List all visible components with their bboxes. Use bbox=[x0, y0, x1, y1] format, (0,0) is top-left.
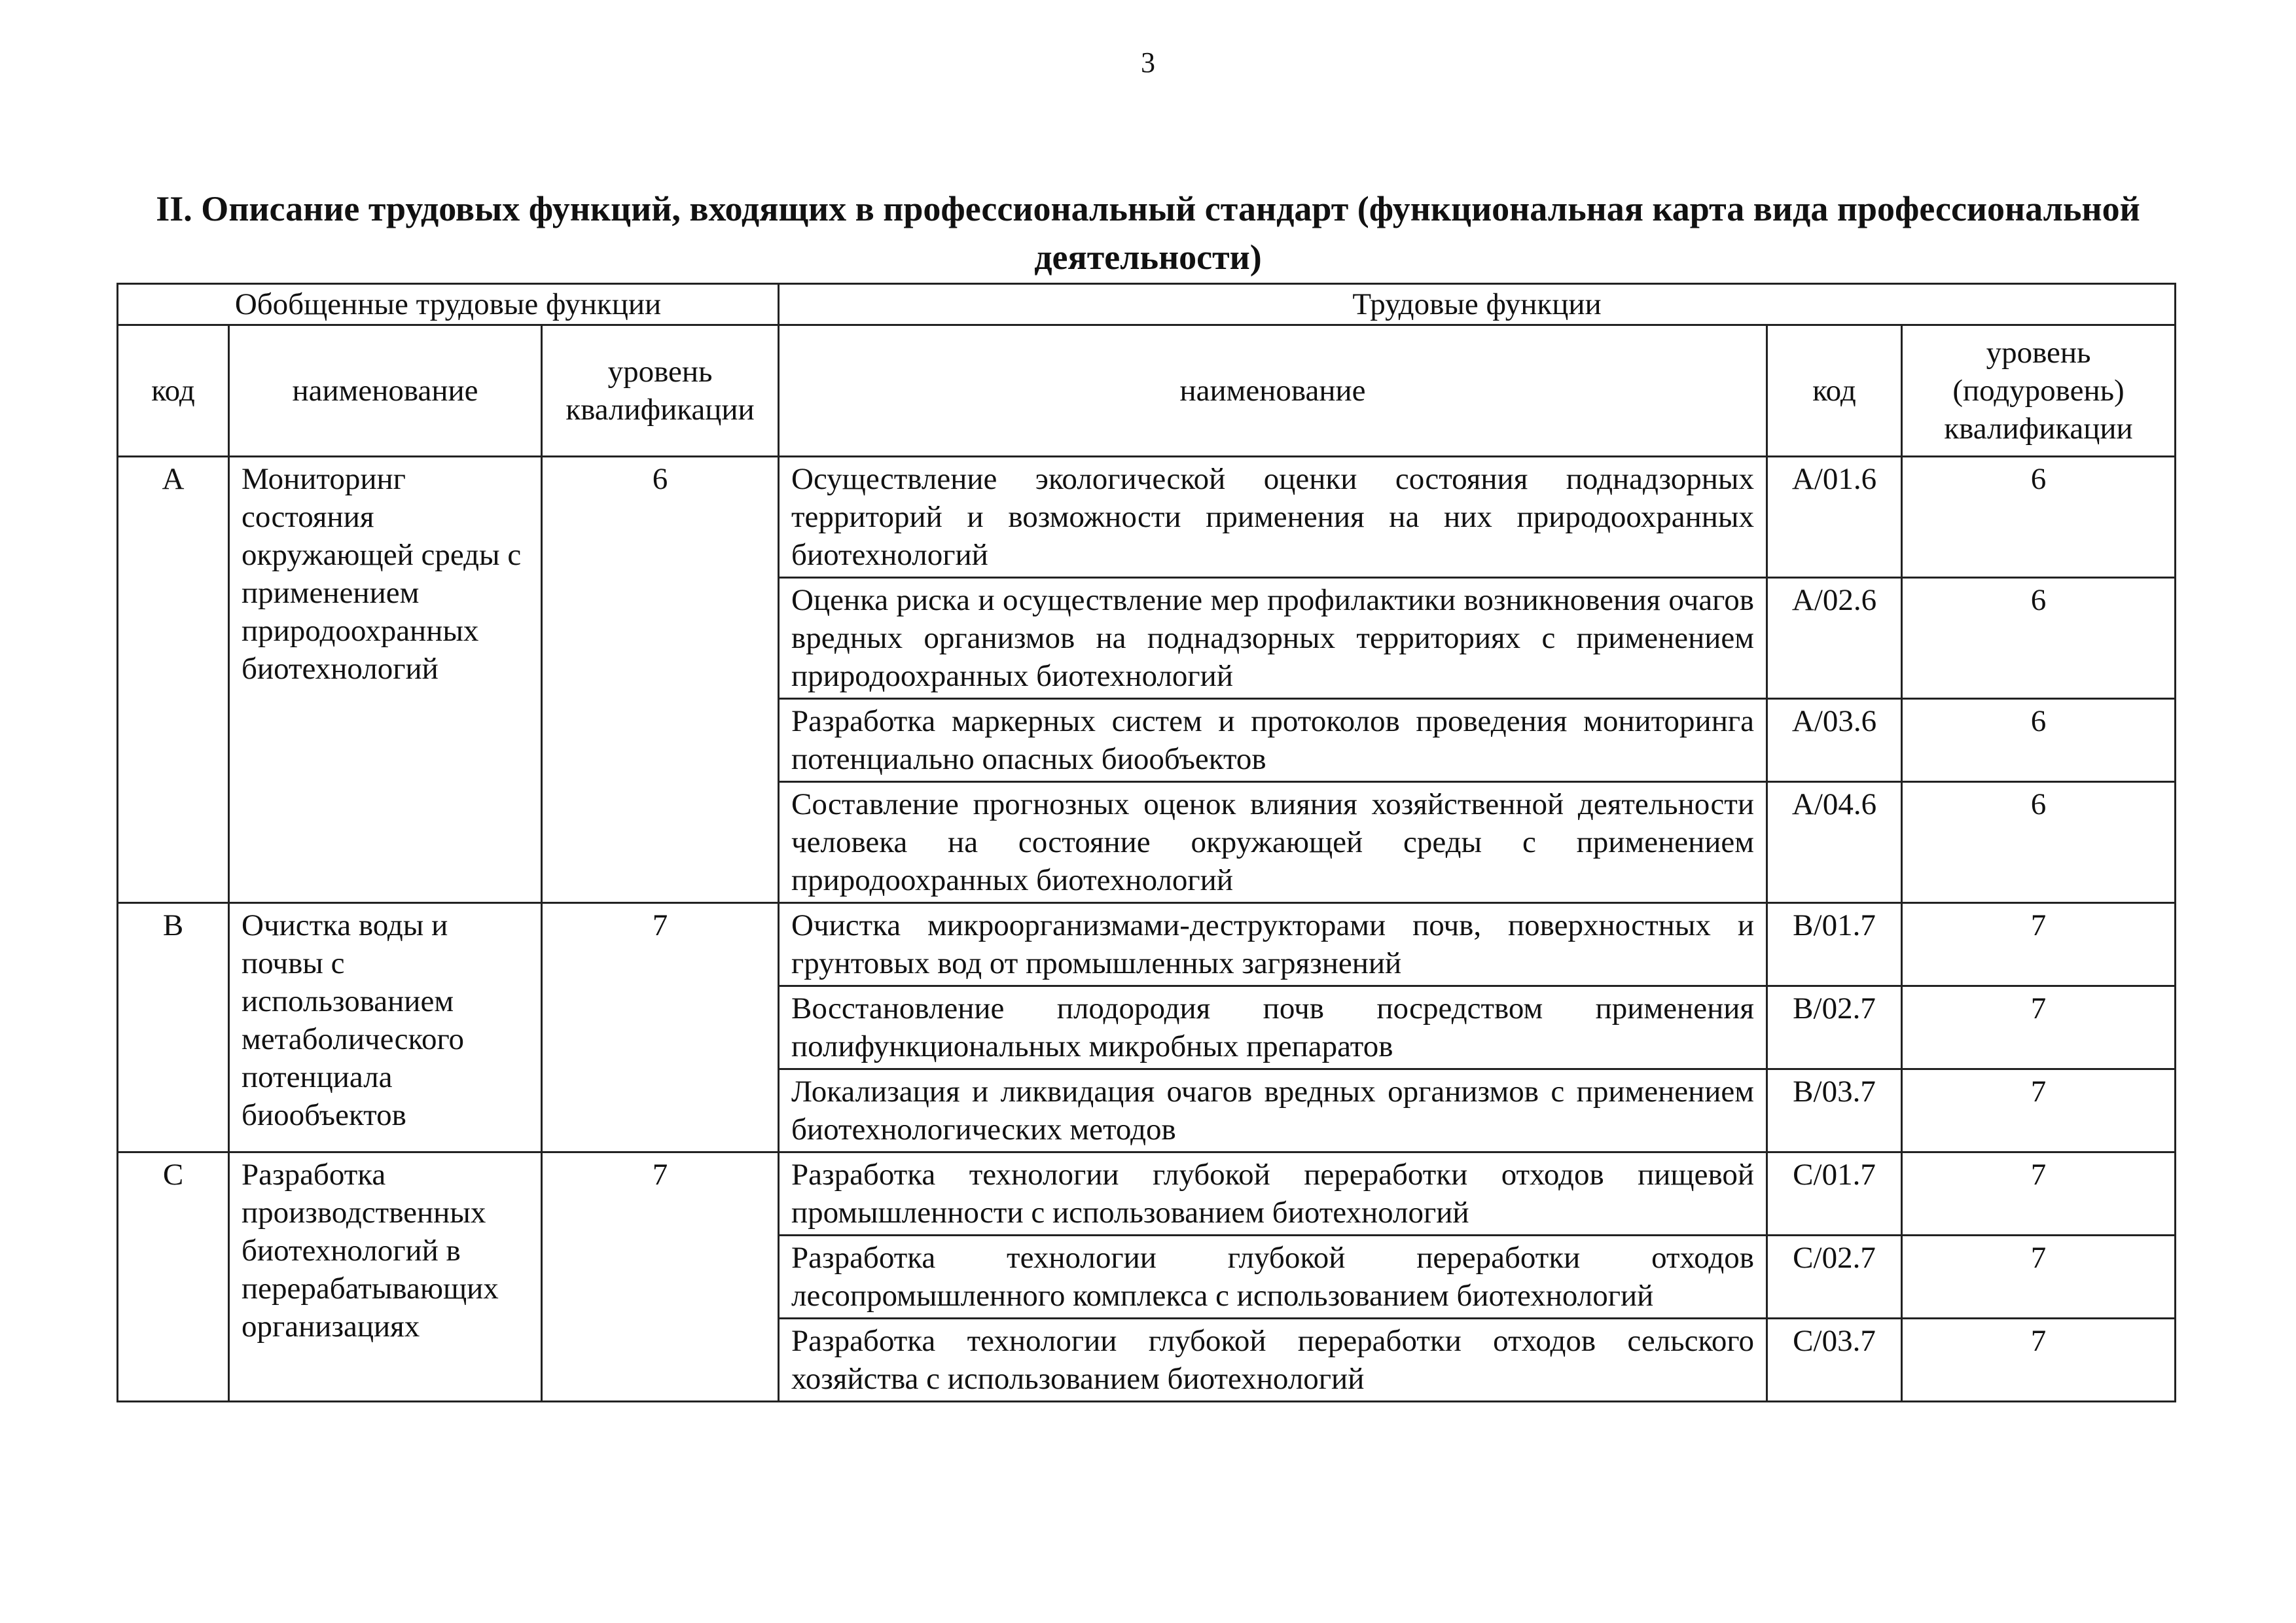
gen-function-code: C bbox=[118, 1152, 229, 1402]
table-row bbox=[118, 457, 2176, 578]
labor-function-name: Разработка технологии глубокой переработки отходов лесопромышленного комплекса с использованием биотехнологий bbox=[779, 1236, 1767, 1319]
group-header-row bbox=[118, 284, 2176, 325]
labor-function-code: C/03.7 bbox=[1767, 1319, 1902, 1402]
col-header-tf-name: наименование bbox=[779, 325, 1767, 457]
labor-function-name: Составление прогнозных оценок влияния хозяйственной деятельности человека на состояние окружающей среды с применением природоохранных биотехнологий bbox=[779, 782, 1767, 903]
col-header-tf-code: код bbox=[1767, 325, 1902, 457]
labor-function-code: A/02.6 bbox=[1767, 578, 1902, 699]
labor-function-level: 7 bbox=[1902, 986, 2176, 1069]
col-header-gen-code: код bbox=[118, 325, 229, 457]
labor-function-level: 7 bbox=[1902, 1152, 2176, 1236]
labor-function-level: 7 bbox=[1902, 1319, 2176, 1402]
gen-function-code: B bbox=[118, 903, 229, 1152]
column-header-row bbox=[118, 325, 2176, 457]
gen-function-level: 7 bbox=[542, 903, 779, 1152]
labor-functions-header: Трудовые функции bbox=[779, 284, 2176, 325]
labor-function-level: 6 bbox=[1902, 578, 2176, 699]
generalized-functions-header: Обобщенные трудовые функции bbox=[118, 284, 779, 325]
labor-function-level: 7 bbox=[1902, 903, 2176, 986]
labor-function-name: Разработка технологии глубокой переработки отходов сельского хозяйства с использованием биотехнологий bbox=[779, 1319, 1767, 1402]
page-number: 3 bbox=[1141, 46, 1155, 79]
labor-function-name: Разработка технологии глубокой переработки отходов пищевой промышленности с использованием биотехнологий bbox=[779, 1152, 1767, 1236]
labor-function-level: 6 bbox=[1902, 457, 2176, 578]
col-header-gen-name: наименование bbox=[229, 325, 542, 457]
gen-function-level: 6 bbox=[542, 457, 779, 903]
labor-function-code: A/01.6 bbox=[1767, 457, 1902, 578]
gen-function-name: Очистка воды и почвы с использованием метаболического потенциала биообъектов bbox=[229, 903, 542, 1152]
labor-function-code: B/01.7 bbox=[1767, 903, 1902, 986]
labor-function-code: B/02.7 bbox=[1767, 986, 1902, 1069]
table-row bbox=[118, 903, 2176, 986]
table-row bbox=[118, 1152, 2176, 1236]
labor-function-level: 6 bbox=[1902, 699, 2176, 782]
labor-function-name: Восстановление плодородия почв посредством применения полифункциональных микробных препаратов bbox=[779, 986, 1767, 1069]
gen-function-name: Разработка производственных биотехнологий в перерабатывающих организациях bbox=[229, 1152, 542, 1402]
col-header-tf-level: уровень (подуровень) квалификации bbox=[1902, 325, 2176, 457]
gen-function-name: Мониторинг состояния окружающей среды с применением природоохранных биотехнологий bbox=[229, 457, 542, 903]
labor-function-code: A/04.6 bbox=[1767, 782, 1902, 903]
gen-function-code: A bbox=[118, 457, 229, 903]
section-title: II. Описание трудовых функций, входящих в профессиональный стандарт (функциональная карта вида профессиональной деятельности) bbox=[156, 189, 2140, 277]
labor-function-name: Очистка микроорганизмами-деструкторами почв, поверхностных и грунтовых вод от промышленных загрязнений bbox=[779, 903, 1767, 986]
labor-function-name: Оценка риска и осуществление мер профилактики возникновения очагов вредных организмов на поднадзорных территориях с применением природоохранных биотехнологий bbox=[779, 578, 1767, 699]
labor-function-code: A/03.6 bbox=[1767, 699, 1902, 782]
labor-function-code: B/03.7 bbox=[1767, 1069, 1902, 1152]
labor-function-level: 6 bbox=[1902, 782, 2176, 903]
col-header-gen-level: уровень квалификации bbox=[542, 325, 779, 457]
labor-function-name: Разработка маркерных систем и протоколов проведения мониторинга потенциально опасных биообъектов bbox=[779, 699, 1767, 782]
labor-function-name: Локализация и ликвидация очагов вредных организмов с применением биотехнологических методов bbox=[779, 1069, 1767, 1152]
labor-function-level: 7 bbox=[1902, 1236, 2176, 1319]
gen-function-level: 7 bbox=[542, 1152, 779, 1402]
functional-map-table bbox=[117, 283, 2176, 1402]
labor-function-name: Осуществление экологической оценки состояния поднадзорных территорий и возможности применения на них природоохранных биотехнологий bbox=[779, 457, 1767, 578]
labor-function-code: C/02.7 bbox=[1767, 1236, 1902, 1319]
labor-function-code: C/01.7 bbox=[1767, 1152, 1902, 1236]
labor-function-level: 7 bbox=[1902, 1069, 2176, 1152]
